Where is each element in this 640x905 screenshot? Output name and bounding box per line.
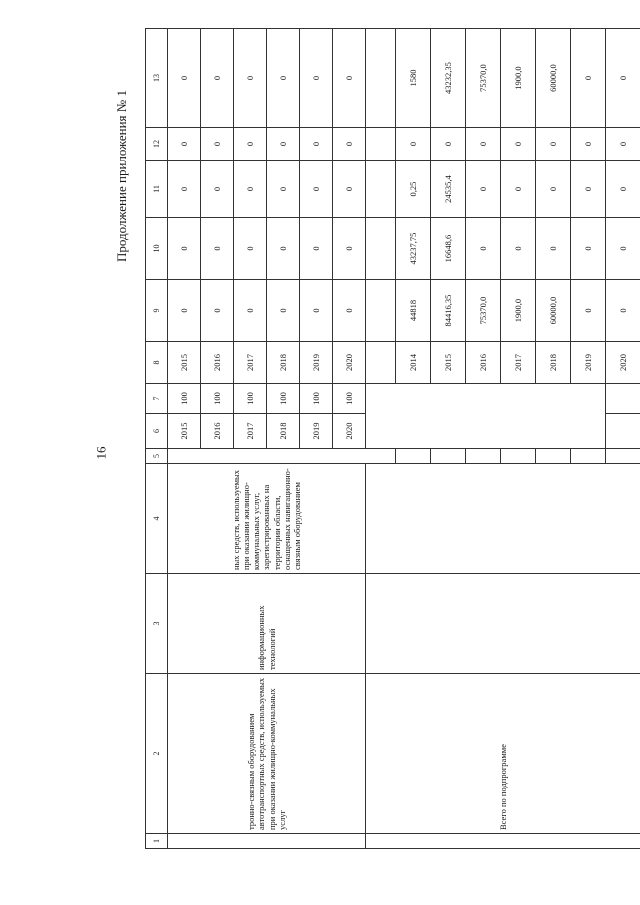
data-table (145, 28, 640, 849)
cell-value: 0 (234, 29, 267, 128)
cell-value: 0 (333, 280, 366, 342)
cell-year: 2015 (168, 342, 201, 384)
cell-year: 2017 (234, 414, 267, 449)
cell-col5 (431, 449, 466, 464)
cell-col7 (606, 384, 640, 414)
cell-value: 0 (571, 218, 606, 280)
cell-value: 100 (168, 384, 201, 414)
cell-value: 43237,75 (396, 218, 431, 280)
cell-value: 0 (300, 29, 333, 128)
cell-value: 0 (431, 128, 466, 161)
cell-value (366, 161, 396, 218)
cell-value: 0 (466, 218, 501, 280)
cell-value: 0 (267, 280, 300, 342)
cell-col1 (366, 834, 640, 849)
cell-value: 0 (571, 29, 606, 128)
cell-value: 0 (466, 161, 501, 218)
cell-value: 100 (300, 384, 333, 414)
cell-value: 0 (300, 280, 333, 342)
header-cell: 9 (146, 280, 168, 342)
cell-value: 1580 (396, 29, 431, 128)
cell-year: 2018 (267, 414, 300, 449)
header-cell: 8 (146, 342, 168, 384)
cell-year: 2015 (431, 342, 466, 384)
cell-value: 60000,0 (536, 29, 571, 128)
cell-col5 (501, 449, 536, 464)
cell-year: 2018 (267, 342, 300, 384)
cell-value: 24535,4 (431, 161, 466, 218)
cell-year: 2018 (536, 342, 571, 384)
cell-value: 0 (501, 218, 536, 280)
header-row (146, 29, 168, 849)
cell-value: 0 (606, 128, 640, 161)
cell-year: 2020 (333, 342, 366, 384)
cell-year: 2015 (168, 414, 201, 449)
cell-executor (366, 574, 640, 674)
cell-year: 2016 (201, 414, 234, 449)
cell-value: 0 (501, 128, 536, 161)
cell-year: 2016 (201, 342, 234, 384)
header-cell: 6 (146, 414, 168, 449)
cell-value: 100 (267, 384, 300, 414)
cell-value (366, 280, 396, 342)
cell-value: 75370,0 (466, 29, 501, 128)
cell-value: 0 (267, 218, 300, 280)
cell-col5 (606, 449, 640, 464)
cell-value: 0 (300, 161, 333, 218)
cell-value: 0,25 (396, 161, 431, 218)
cell-value: 0 (168, 161, 201, 218)
cell-value: 0 (234, 128, 267, 161)
cell-value: 0 (168, 29, 201, 128)
cell-value (366, 29, 396, 128)
cell-value: 0 (536, 218, 571, 280)
cell-col1 (168, 834, 366, 849)
cell-col5 (571, 449, 606, 464)
cell-value: 0 (267, 128, 300, 161)
cell-value: 0 (234, 280, 267, 342)
header-cell: 11 (146, 161, 168, 218)
cell-value: 100 (201, 384, 234, 414)
cell-value: 0 (234, 218, 267, 280)
header-cell: 10 (146, 218, 168, 280)
page-number: 16 (93, 446, 109, 460)
header-cell: 3 (146, 574, 168, 674)
cell-value: 0 (300, 128, 333, 161)
cell-value: 44818 (396, 280, 431, 342)
cell-value: 0 (536, 128, 571, 161)
cell-year: 2020 (606, 342, 640, 384)
header-cell: 12 (146, 128, 168, 161)
cell-value: 0 (396, 128, 431, 161)
cell-executor: информационных технологий (168, 574, 366, 674)
cell-year: 2017 (501, 342, 536, 384)
table-row (168, 29, 201, 849)
cell-value: 0 (536, 161, 571, 218)
cell-col5 (466, 449, 501, 464)
appendix-label: Продолжение приложения № 1 (114, 90, 129, 262)
header-cell: 2 (146, 674, 168, 834)
table-row (366, 29, 396, 849)
cell-description: тронно-связным оборудованием автотранспортных средств, используемых при оказании жилищно-коммунальных услуг (168, 674, 366, 834)
cell-value: 1900,0 (501, 280, 536, 342)
cell-value: 16648,6 (431, 218, 466, 280)
cell-value (366, 218, 396, 280)
header-cell: 4 (146, 464, 168, 574)
cell-indicator (366, 464, 640, 574)
cell-value: 0 (333, 29, 366, 128)
cell-value: 0 (571, 161, 606, 218)
cell-col5 (536, 449, 571, 464)
cell-value: 0 (333, 218, 366, 280)
cell-value: 60000,0 (536, 280, 571, 342)
cell-value: 0 (201, 29, 234, 128)
header-cell: 7 (146, 384, 168, 414)
cell-year: 2019 (300, 342, 333, 384)
cell-empty (366, 384, 606, 449)
cell-col5 (396, 449, 431, 464)
cell-value: 0 (606, 218, 640, 280)
header-cell: 13 (146, 29, 168, 128)
cell-value: 100 (333, 384, 366, 414)
cell-col5 (168, 449, 396, 464)
cell-value: 0 (168, 128, 201, 161)
cell-value (366, 128, 396, 161)
cell-year: 2019 (571, 342, 606, 384)
cell-value: 0 (333, 161, 366, 218)
cell-year: 2019 (300, 414, 333, 449)
cell-year (366, 342, 396, 384)
cell-value: 0 (168, 218, 201, 280)
cell-value: 0 (333, 128, 366, 161)
cell-value: 0 (300, 218, 333, 280)
cell-year: 2017 (234, 342, 267, 384)
cell-indicator: ных средств, используемых при оказании жилищно-коммунальных услуг, зарегистрированных на территории области, оснащенных навигационно-связным оборудованием (168, 464, 366, 574)
cell-value: 0 (466, 128, 501, 161)
cell-value: 0 (168, 280, 201, 342)
cell-value: 0 (501, 161, 536, 218)
cell-total-label: Всего по подпрограмме (366, 674, 640, 834)
cell-value: 0 (571, 128, 606, 161)
rotated-table-wrapper (145, 29, 628, 849)
header-cell: 5 (146, 449, 168, 464)
cell-year: 2020 (333, 414, 366, 449)
cell-value: 0 (606, 280, 640, 342)
cell-value: 0 (606, 29, 640, 128)
cell-value: 0 (234, 161, 267, 218)
cell-value: 0 (267, 161, 300, 218)
cell-value: 0 (571, 280, 606, 342)
cell-value: 43232,35 (431, 29, 466, 128)
cell-value: 84416,35 (431, 280, 466, 342)
cell-value: 1900,0 (501, 29, 536, 128)
cell-value: 0 (201, 218, 234, 280)
header-cell: 1 (146, 834, 168, 849)
cell-value: 0 (201, 161, 234, 218)
cell-value: 0 (201, 280, 234, 342)
cell-col6 (606, 414, 640, 449)
cell-value: 0 (606, 161, 640, 218)
cell-value: 75370,0 (466, 280, 501, 342)
cell-year: 2016 (466, 342, 501, 384)
cell-year: 2014 (396, 342, 431, 384)
cell-value: 100 (234, 384, 267, 414)
cell-value: 0 (201, 128, 234, 161)
cell-value: 0 (267, 29, 300, 128)
